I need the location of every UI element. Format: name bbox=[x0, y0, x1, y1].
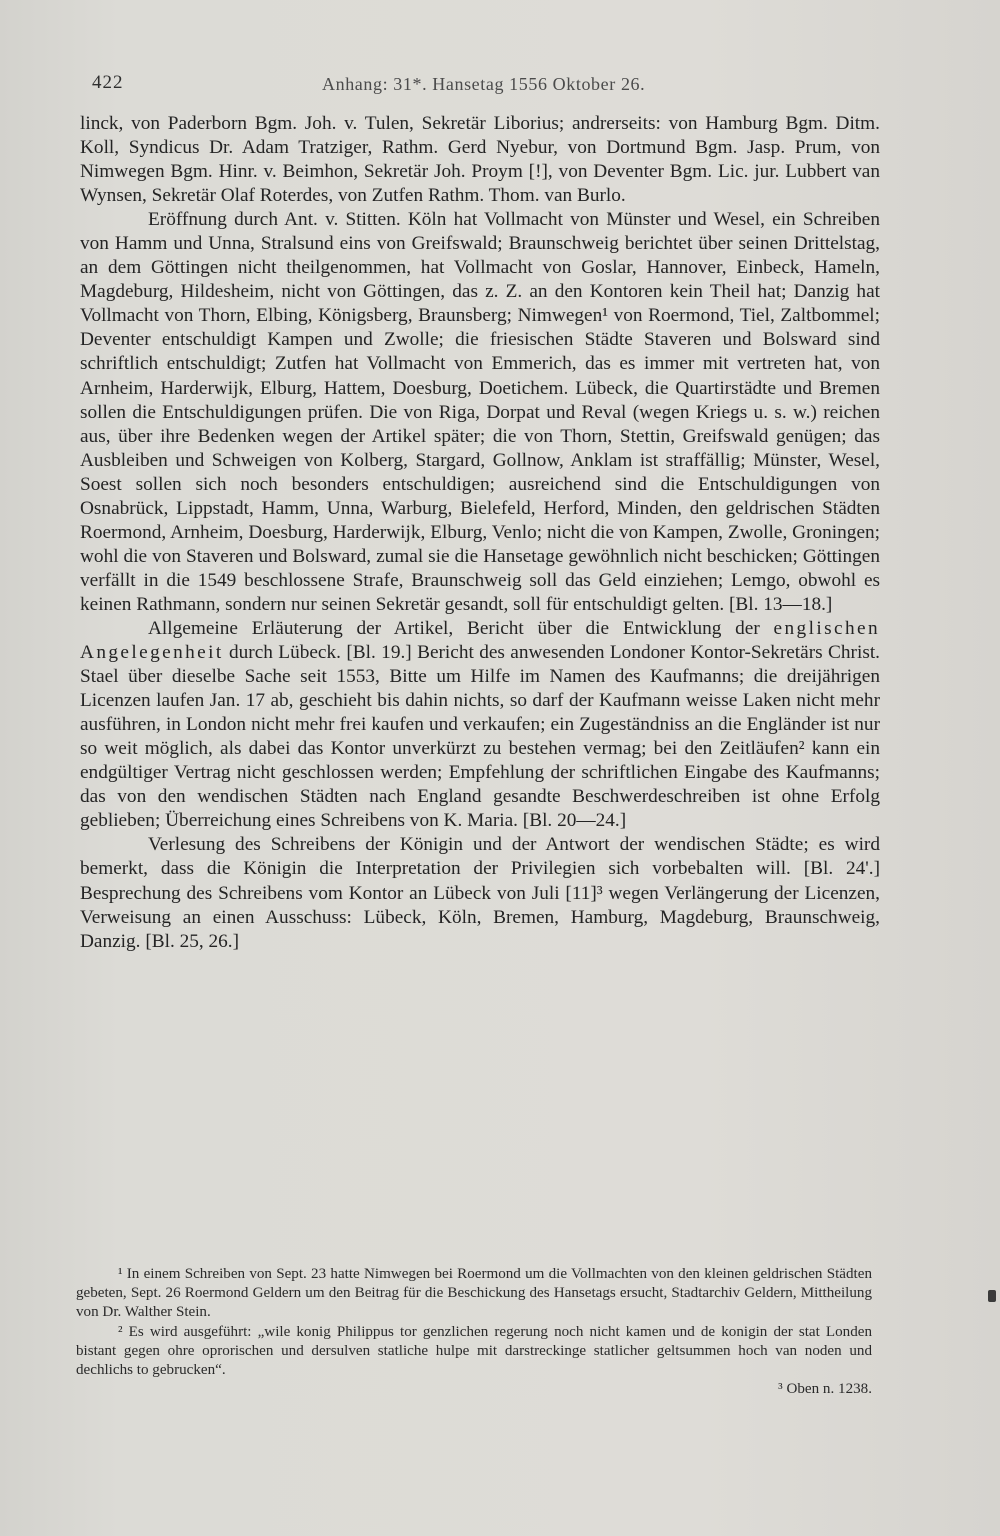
paragraph-english-affair-start: Allgemeine Erläuterung der Artikel, Bericht über die Entwicklung der bbox=[148, 617, 774, 639]
paragraph-english-affair-end: durch Lübeck. [Bl. 19.] Bericht des anwesenden Londoner Kontor-Sekretärs Christ. Stael über dieselbe Sache seit 1553, Bitte um Hilfe im Namen des Kaufmanns; die dreijährigen Licenzen laufen Jan. 17 ab, geschieht bis dahin nichts, so darf der Kaufmann weisse Laken nicht mehr ausführen, in London nicht mehr frei kaufen und verkaufen; ein Zugeständniss an die Engländer ist nur so weit möglich, als dabei das Kontor unverkürzt zu bestehen vermag; bei den Zeitläufen² kann ein endgültiger Vertrag nicht geschlossen werden; Empfehlung der schriftlichen Eingabe des Kaufmanns; das von den wendischen Städten nach England gesandte Beschwerdeschreiben ist ohne Erfolg geblieben; Überreichung eines Schreibens von K. Maria. [Bl. 20—24.] bbox=[80, 642, 880, 832]
footnote-3: ³ Oben n. 1238. bbox=[778, 1381, 872, 1398]
running-head: Anhang: 31*. Hansetag 1556 Oktober 26. bbox=[322, 74, 646, 94]
page-header bbox=[92, 72, 882, 102]
footnote-1: ¹ In einem Schreiben von Sept. 23 hatte Nimwegen bei Roermond um die Vollmachten von den kleinen geldrischen Städten gebeten, Sept. 26 Roermond Geldern um den Beitrag für die Beschickung des Hansetags ersucht, Stadtarchiv Geldern, Mittheilung von Dr. Walther Stein. bbox=[76, 1266, 872, 1321]
footnote-2: ² Es wird ausgeführt: „wile konig Philippus tor genzlichen regerung noch nicht kamen und de konigin der stat Londen bistant gegen ohre oprorischen und dersulven statliche hulpe mit darstreckinge statlicher geltsummen hoch van noden und dechlichs to gebrucken“. bbox=[76, 1323, 872, 1379]
paragraph-english-affair bbox=[80, 617, 880, 833]
page-edge-mark bbox=[988, 1290, 996, 1302]
page-number: 422 bbox=[92, 72, 124, 93]
main-text bbox=[80, 112, 880, 954]
spaced-emphasis: englischen Angelegenheit bbox=[80, 617, 880, 664]
paragraph-attendees: linck, von Paderborn Bgm. Joh. v. Tulen, Sekretär Liborius; andrerseits: von Hamburg Bgm. Ditm. Koll, Syndicus Dr. Adam Tratziger, Rathm. Gerd Nyebur, von Dortmund Bgm. Jasp. Prum, von Nimwegen Bgm. Hinr. v. Beimhon, Sekretär Joh. Proym [!], von Deventer Bgm. Lic. jur. Lubbert van Wynsen, Sekretär Olaf Roterdes, von Zutfen Rathm. Thom. van Burlo. bbox=[80, 113, 880, 207]
paragraph-opening: Eröffnung durch Ant. v. Stitten. Köln hat Vollmacht von Münster und Wesel, ein Schreiben von Hamm und Unna, Stralsund eins von Greifswald; Braunschweig berichtet über seinen Drittelstag, an dem Göttingen nicht theilgenommen, hat Vollmacht von Goslar, Hannover, Einbeck, Hameln, Magdeburg, Hildesheim, nicht von Göttingen, das z. Z. an den Kontoren kein Theil hat; Danzig hat Vollmacht von Thorn, Elbing, Königsberg, Braunsberg; Nimwegen¹ von Roermond, Tiel, Zaltbommel; Deventer entschuldigt Kampen und Zwolle; die friesischen Städte Staveren und Bolsward sind schriftlich entschuldigt; Zutfen hat Vollmacht von Emmerich, das es immer mit vertreten hat, von Arnheim, Harderwijk, Elburg, Hattem, Doesburg, Doetichem. Lübeck, die Quartirstädte und Bremen sollen die Entschuldigungen prüfen. Die von Riga, Dorpat und Reval (wegen Kriegs u. s. w.) reichen aus, über ihre Bedenken wegen der Artikel später; die von Thorn, Stettin, Greifswald genügen; das Ausbleiben und Schweigen von Kolberg, Stargard, Gollnow, Anklam ist straffällig; Münster, Wesel, Soest sollen sich noch besonders entschuldigen; ausreichend sind die Entschuldigungen von Osnabrück, Lippstadt, Hamm, Unna, Warburg, Bielefeld, Herford, Minden, den geldrischen Städten Roermond, Arnheim, Doesburg, Harderwijk, Elburg, Venlo; nicht die von Kampen, Zwolle, Groningen; wohl die von Staveren und Bolsward, zumal sie die Hansetage gewöhnlich nicht beschicken; Göttingen verfällt in die 1549 beschlossene Strafe, Braunschweig soll das Geld einziehen; Lemgo, obwohl es keinen Rathmann, sondern nur seinen Sekretär gesandt, soll für entschuldigt gelten. [Bl. 13—18.] bbox=[80, 209, 880, 615]
paragraph-queen-letter: Verlesung des Schreibens der Königin und der Antwort der wendischen Städte; es wird bemerkt, dass die Königin die Interpretation der Privilegien sich vorbebalten will. [Bl. 24'.] Besprechung des Schreibens vom Kontor an Lübeck von Juli [11]³ wegen Verlängerung der Licenzen, Verweisung an einen Ausschuss: Lübeck, Köln, Bremen, Hamburg, Magdeburg, Braunschweig, Danzig. [Bl. 25, 26.] bbox=[80, 834, 880, 952]
footnotes bbox=[76, 1265, 872, 1399]
